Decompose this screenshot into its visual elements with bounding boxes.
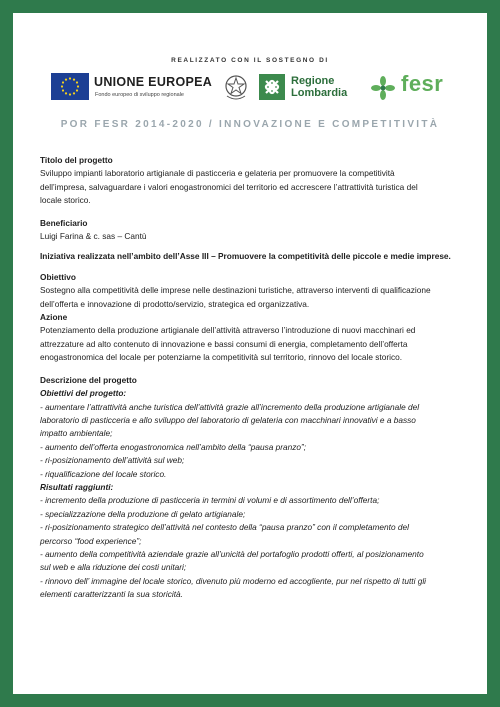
goals-line: - riqualificazione del locale storico. [40,468,167,479]
results-line: - aumento della competitività aziendale grazie all’unicità del portafoglio prodotti offerti, al posizionamento [40,548,424,559]
goals-line: laboratorio di pasticceria e allo sviluppo del laboratorio di gelateria con macchinari innovativi e a basso [40,414,416,425]
logo-bar [51,71,451,105]
eu-title: UNIONE EUROPEA [94,75,213,89]
eu-subtitle: Fondo europeo di sviluppo regionale [95,92,184,98]
title-line: Sviluppo impianti laboratorio artigianale di pasticceria e gelateria per promuovere la competitività [40,168,395,179]
action-line: attrezzature ad alto contenuto di innovazione e bassi consumi di energia, completamento dell’offerta [40,338,408,349]
goals-line: - aumento dell’offerta enogastronomica nell’ambito della “pausa pranzo”; [40,441,307,452]
results-line: - ri-posizionamento strategico dell’attività nel contesto della “pausa pranzo” con il completamento del [40,522,409,533]
title-line: dell’impresa, salvaguardare i valori enogastronomici del territorio ed accrescere l’attrattività turistica del [40,181,418,192]
regione-lombardia-text [291,75,347,99]
objective-label: Obiettivo [40,271,76,282]
description-label: Descrizione del progetto [40,374,137,385]
results-line: percorso “food experience”; [40,535,142,546]
results-label: Risultati raggiunti: [40,481,114,492]
region-line-1: Regione [291,75,335,87]
title-line: locale storico. [40,195,91,206]
project-details [40,154,480,602]
region-line-2: Lombardia [291,87,348,99]
objective-line: Sostegno alla competitività delle imprese nelle destinazioni turistiche, attraverso interventi di qualificazione [40,285,431,296]
initiative-text: Iniziativa realizzata nell’ambito dell’Asse III – Promuovere la competitività delle piccole e medie imprese. [40,251,451,262]
goals-label: Obiettivi del progetto: [40,388,127,399]
poster-sheet [13,13,487,694]
goals-line: impatto ambientale; [40,428,113,439]
results-line: - specializzazione della produzione di gelato artigianale; [40,508,246,519]
action-line: enogastronomica del locale per potenziarne la competitività sul territorio, rinnovo del locale storico. [40,352,403,363]
italian-republic-emblem-icon [223,72,249,102]
beneficiary-label: Beneficiario [40,217,88,228]
action-line: Potenziamento della produzione artigianale dell’attività attraverso l’introduzione di nuovi macchinari ed [40,325,416,336]
goals-line: - aumentare l’attrattività anche turistica dell’attività grazie all’incremento della produzione artigianale del [40,401,420,412]
fesr-mark-icon [369,75,397,101]
action-label: Azione [40,312,68,323]
results-line: sul web e alla riduzione dei costi unitari; [40,562,187,573]
objective-line: dell’offerta e innovazione di prodotto/servizio, strategica ed organizzativa. [40,298,310,309]
programme-banner: POR FESR 2014-2020 / INNOVAZIONE E COMPETITIVITÀ [60,119,440,130]
beneficiary-value: Luigi Farina & c. sas – Cantù [40,231,147,242]
sponsor-line: REALIZZATO CON IL SOSTEGNO DI [171,57,329,64]
results-line: elementi caratterizzanti la sua storicità. [40,589,183,600]
title-label: Titolo del progetto [40,155,113,165]
eu-flag-icon [51,73,89,100]
results-line: - rinnovo dell’ immagine del locale storico, divenuto più moderno ed accogliente, pur nel rispetto di tutti gli [40,575,427,586]
regione-lombardia-icon [259,74,285,100]
goals-line: - ri-posizionamento dell’attività sul web; [40,455,185,466]
fesr-logo-text: fesr [401,71,444,96]
results-line: - incremento della produzione di pasticceria in termini di volumi e di assortimento dell’offerta; [40,495,380,506]
